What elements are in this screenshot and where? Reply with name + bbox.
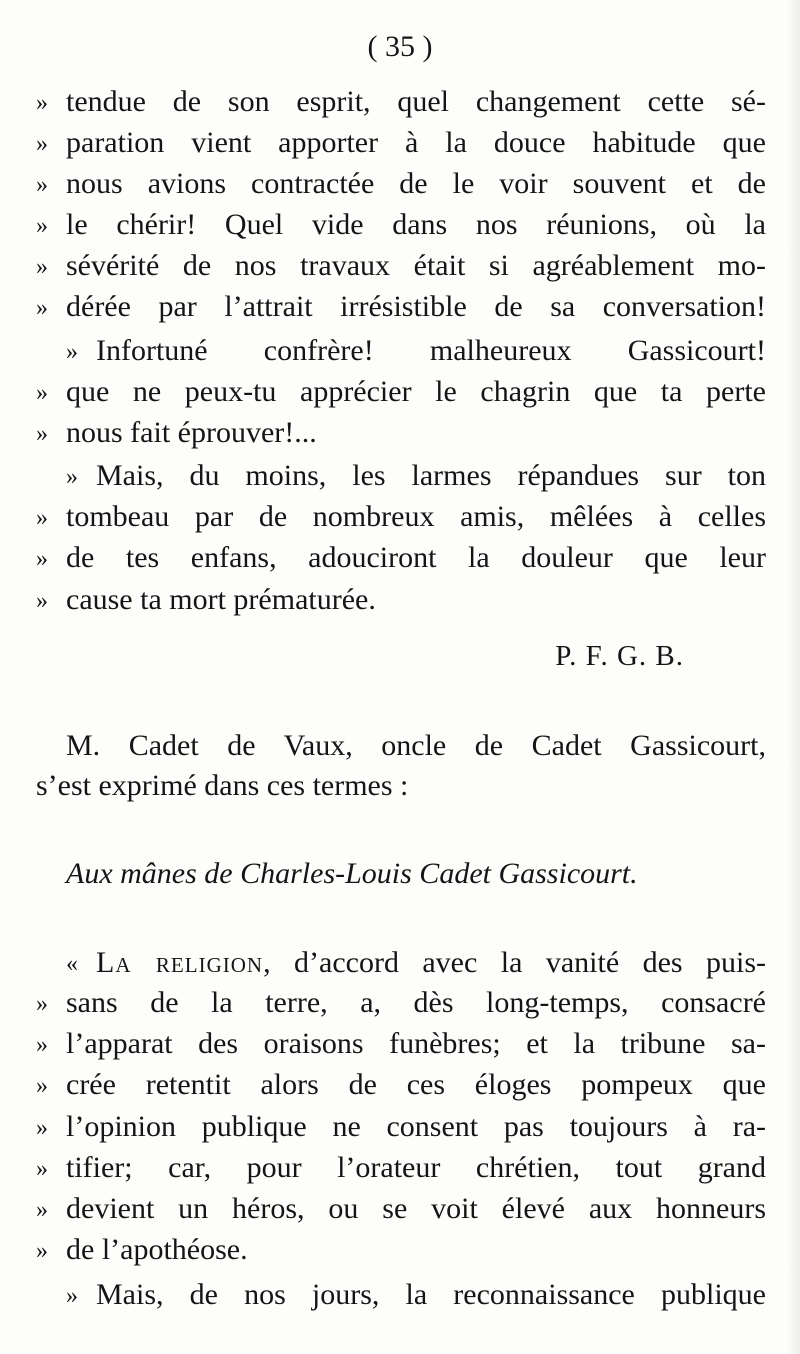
quote-mark: »: [36, 991, 48, 1017]
quote-mark: »: [66, 464, 78, 490]
quote-mark: »: [36, 588, 48, 614]
text-line: [36, 943, 766, 983]
quote-mark: »: [36, 90, 48, 116]
quote-mark: «: [66, 951, 78, 977]
text-line: [36, 123, 766, 163]
quote-mark: »: [36, 1238, 48, 1264]
text-line: [36, 372, 766, 412]
text-line: [36, 1275, 766, 1315]
line-text: dérée par l’attrait irrésistible de sa conversation!: [66, 290, 766, 323]
intro-line: s’est exprimé dans ces termes :: [36, 769, 409, 802]
line-text: que ne peux-tu apprécier le chagrin que ta perte: [66, 375, 766, 408]
line-text: nous fait éprouver!...: [66, 416, 317, 449]
section-heading: Aux mânes de Charles-Louis Cadet Gassicourt.: [66, 857, 638, 890]
quote-mark: »: [36, 213, 48, 239]
quote-mark: »: [36, 546, 48, 572]
line-text: le chérir! Quel vide dans nos réunions, où la: [66, 208, 766, 241]
line-text: l’opinion publique ne consent pas toujours à ra-: [66, 1110, 766, 1143]
quote-mark: »: [36, 1073, 48, 1099]
text-line: [36, 1065, 766, 1105]
line-text: crée retentit alors de ces éloges pompeux que: [66, 1068, 766, 1101]
text-line: [36, 413, 766, 453]
quote-mark: »: [36, 1197, 48, 1223]
line-text: tendue de son esprit, quel changement cette sé-: [66, 85, 766, 118]
line-text: cause ta mort prématurée.: [66, 583, 376, 616]
text-line: [36, 983, 766, 1023]
line-text: Mais, du moins, les larmes répandues sur ton: [96, 459, 766, 492]
text-line: [36, 82, 766, 122]
quote-mark: »: [36, 1115, 48, 1141]
intro-line: M. Cadet de Vaux, oncle de Cadet Gassicourt,: [66, 729, 766, 762]
text-line: [36, 331, 766, 371]
text-line: [36, 287, 766, 327]
quote-mark: »: [36, 380, 48, 406]
quote-mark: »: [36, 505, 48, 531]
line-text: de l’apothéose.: [66, 1233, 248, 1266]
text-line: [36, 1107, 766, 1147]
text-line: [36, 456, 766, 496]
quote-mark: »: [36, 1032, 48, 1058]
page-edge-shadow: [786, 0, 800, 1354]
quote-mark: »: [36, 1156, 48, 1182]
text-line: [36, 580, 766, 620]
line-text: Infortuné confrère! malheureux Gassicourt!: [96, 334, 766, 367]
line-text: tifier; car, pour l’orateur chrétien, tout grand: [66, 1151, 766, 1184]
line-text: Mais, de nos jours, la reconnaissance publique: [96, 1278, 766, 1311]
small-caps-text: La religion: [96, 946, 264, 979]
quote-mark: »: [36, 295, 48, 321]
page-number: ( 35 ): [367, 30, 433, 63]
text-line: [36, 1024, 766, 1064]
line-text: paration vient apporter à la douce habitude que: [66, 126, 766, 159]
line-text: tombeau par de nombreux amis, mêlées à celles: [66, 500, 766, 533]
quote-mark: »: [36, 172, 48, 198]
quote-mark: »: [36, 131, 48, 157]
line-text: sans de la terre, a, dès long-temps, consacré: [66, 986, 766, 1019]
text-line: [36, 538, 766, 578]
quote-mark: »: [66, 339, 78, 365]
line-text: devient un héros, ou se voit élevé aux honneurs: [66, 1192, 766, 1225]
quote-mark: »: [36, 254, 48, 280]
line-text: nous avions contractée de le voir souvent et de: [66, 167, 766, 200]
line-text: , d’accord avec la vanité des puis-: [263, 946, 766, 979]
quote-mark: »: [66, 1283, 78, 1309]
text-line: [36, 205, 766, 245]
line-text: de tes enfans, adouciront la douleur que leur: [66, 541, 766, 574]
text-line: [36, 497, 766, 537]
text-line: [36, 1189, 766, 1229]
line-text: sévérité de nos travaux était si agréablement mo-: [66, 249, 766, 282]
quote-mark: »: [36, 421, 48, 447]
text-line: [36, 1230, 766, 1270]
text-line: [36, 164, 766, 204]
text-line: [36, 246, 766, 286]
line-text: l’apparat des oraisons funèbres; et la tribune sa-: [66, 1027, 766, 1060]
signature: P. F. G. B.: [555, 640, 684, 672]
text-line: [36, 1148, 766, 1188]
